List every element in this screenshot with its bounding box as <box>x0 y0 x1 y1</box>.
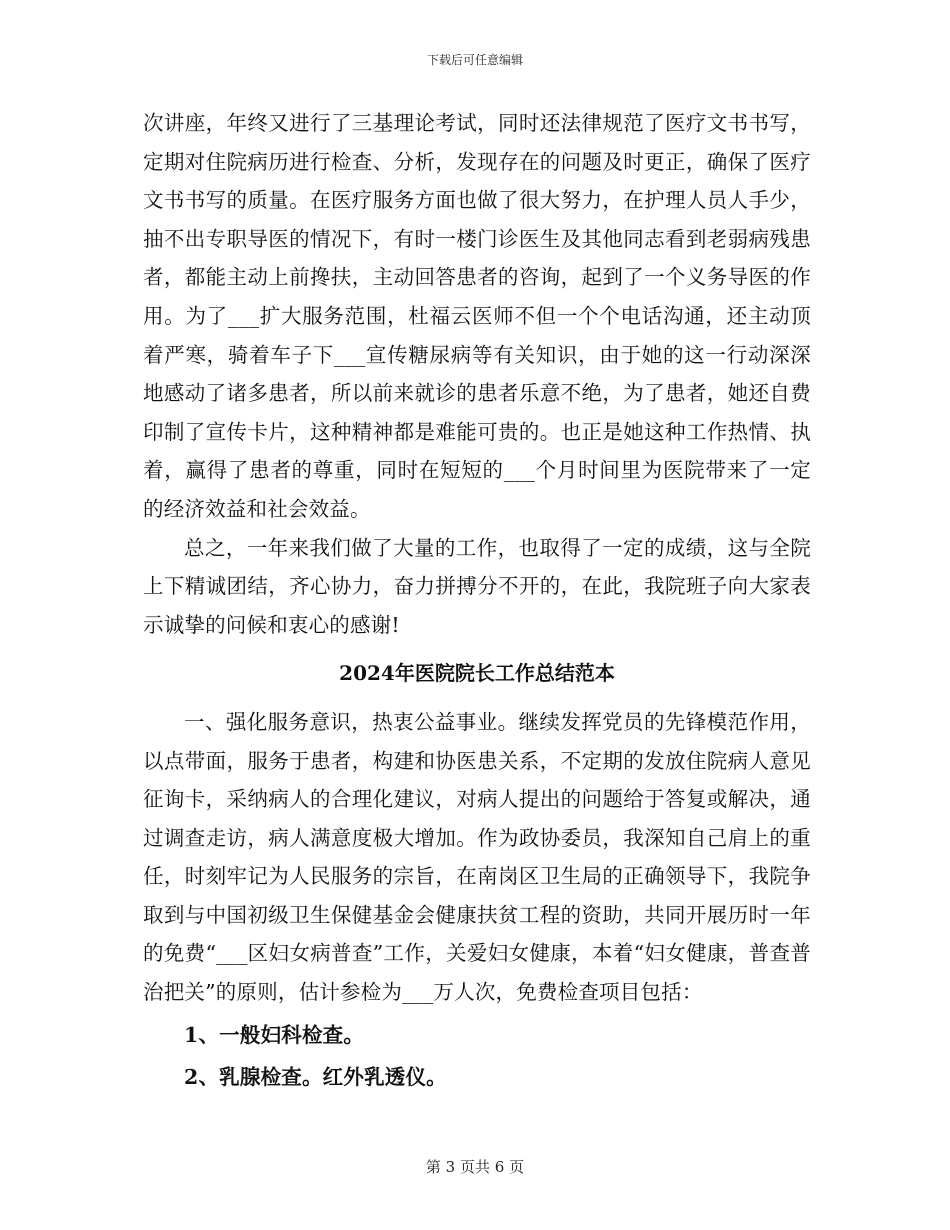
paragraph-conclusion: 总之，一年来我们做了大量的工作，也取得了一定的成绩，这与全院上下精诚团结，齐心协力，奋力拼搏分不开的，在此，我院班子向大家表示诚挚的问候和衷心的感谢! <box>143 535 811 637</box>
section-title: 2024年医院院长工作总结范本 <box>339 661 615 686</box>
document-body <box>143 104 811 1097</box>
list-item-breast-exam: 2、乳腺检查。红外乳透仪。 <box>184 1065 447 1090</box>
page-footer: 第 3 页共 6 页 <box>425 1158 525 1176</box>
page-header: 下载后可任意编辑 <box>426 53 523 67</box>
paragraph-service-awareness: 一、强化服务意识，热衷公益事业。继续发挥党员的先锋模范作用，以点带面，服务于患者，构建和协医患关系，不定期的发放住院病人意见征询卡，采纳病人的合理化建议，对病人提出的问题给于答复或解决，通过调查走访，病人满意度极大增加。作为政协委员，我深知自己肩上的重任，时刻牢记为人民服务的宗旨，在南岗区卫生局的正确领导下，我院争取到与中国初级卫生保健基金会健康扶贫工程的资助，共同开展历时一年的免费“___区妇女病普查”工作，关爱妇女健康，本着“妇女健康，普查普治把关”的原则，估计参检为___万人次，免费检查项目包括： <box>143 709 811 1005</box>
list-item-gynecology-exam: 1、一般妇科检查。 <box>184 1022 365 1047</box>
paragraph-continuation: 次讲座，年终又进行了三基理论考试，同时还法律规范了医疗文书书写，定期对住院病历进行检查、分析，发现存在的问题及时更正，确保了医疗文书书写的质量。在医疗服务方面也做了很大努力，在护理人员人手少，抽不出专职导医的情况下，有时一楼门诊医生及其他同志看到老弱病残患者，都能主动上前搀扶，主动回答患者的咨询，起到了一个义务导医的作用。为了___扩大服务范围，杜福云医师不但一个个电话沟通，还主动顶着严寒，骑着车子下___宣传糖尿病等有关知识，由于她的这一行动深深地感动了诸多患者，所以前来就诊的患者乐意不绝，为了患者，她还自费印制了宣传卡片，这种精神都是难能可贵的。也正是她这种工作热情、执着，赢得了患者的尊重，同时在短短的___个月时间里为医院带来了一定的经济效益和社会效益。 <box>143 111 811 521</box>
